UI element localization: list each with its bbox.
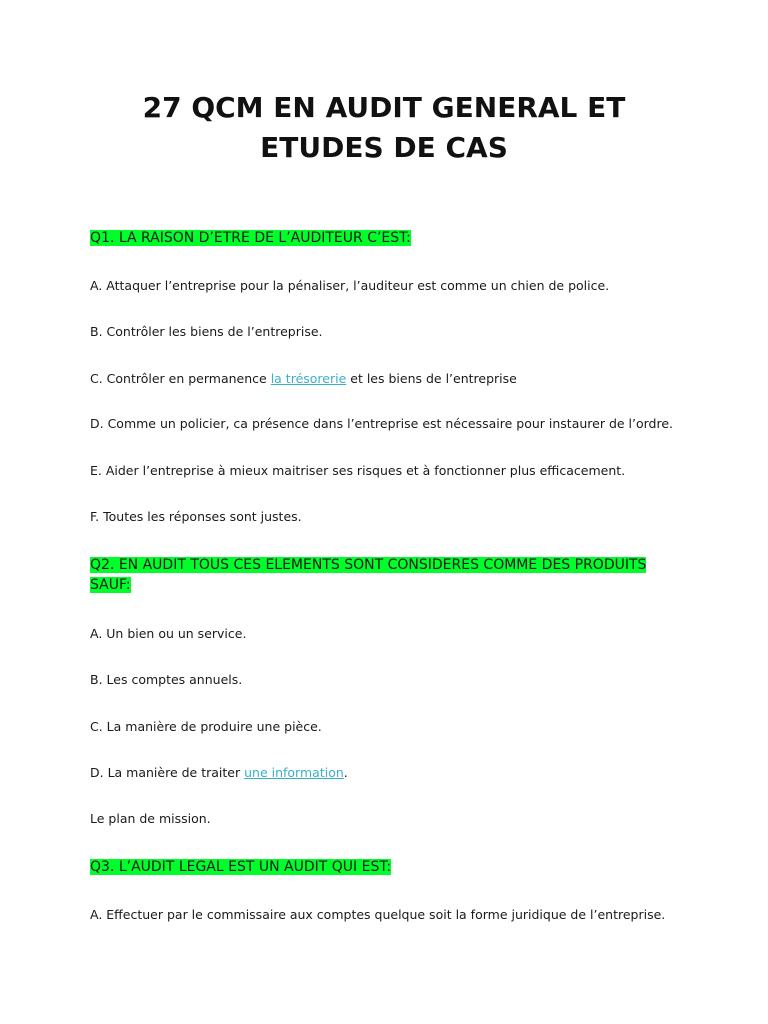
document-title (0, 88, 768, 168)
q1-option-a: A. Attaquer l’entreprise pour la pénaliser, l’auditeur est comme un chien de police. (90, 278, 610, 293)
link-information[interactable]: une information (244, 765, 344, 780)
question-2-text-line-2: SAUF: (90, 577, 131, 593)
q2-option-c: C. La manière de produire une pièce. (90, 719, 322, 734)
title-line-2: ETUDES DE CAS (260, 131, 508, 164)
question-3 (90, 857, 680, 877)
q2-option-d-text-before: D. La manière de traiter (90, 765, 245, 780)
question-3-text: Q3. L’AUDIT LEGAL EST UN AUDIT QUI EST: (90, 859, 392, 875)
question-2 (90, 555, 690, 595)
q1-option-e: E. Aider l’entreprise à mieux maitriser ses risques et à fonctionner plus efficacement. (90, 463, 626, 478)
question-1-text: Q1. LA RAISON D’ETRE DE L’AUDITEUR C’EST: (90, 230, 411, 246)
q2-option-e: Le plan de mission. (90, 811, 211, 826)
q1-option-f: F. Toutes les réponses sont justes. (90, 509, 302, 524)
q2-option-a: A. Un bien ou un service. (90, 626, 247, 641)
question-2-text-line-1: Q2. EN AUDIT TOUS CES ELEMENTS SONT CONSIDERES COMME DES PRODUITS (90, 557, 647, 573)
question-1 (90, 228, 680, 248)
q1-option-c-text-before: C. Contrôler en permanence (90, 371, 271, 386)
q1-option-d: D. Comme un policier, ca présence dans l’entreprise est nécessaire pour instaurer de l’ordre. (90, 416, 674, 431)
q1-option-c (90, 370, 690, 388)
title-line-1: 27 QCM EN AUDIT GENERAL ET (142, 91, 626, 124)
q1-option-b: B. Contrôler les biens de l’entreprise. (90, 324, 323, 339)
q3-option-a: A. Effectuer par le commissaire aux comptes quelque soit la forme juridique de l’entreprise. (90, 907, 666, 922)
q2-option-b: B. Les comptes annuels. (90, 672, 243, 687)
q2-option-d-text-after: . (343, 765, 348, 780)
q2-option-d (90, 764, 690, 782)
q1-option-c-text-after: et les biens de l’entreprise (346, 371, 517, 386)
link-tresorerie[interactable]: la trésorerie (270, 371, 347, 386)
